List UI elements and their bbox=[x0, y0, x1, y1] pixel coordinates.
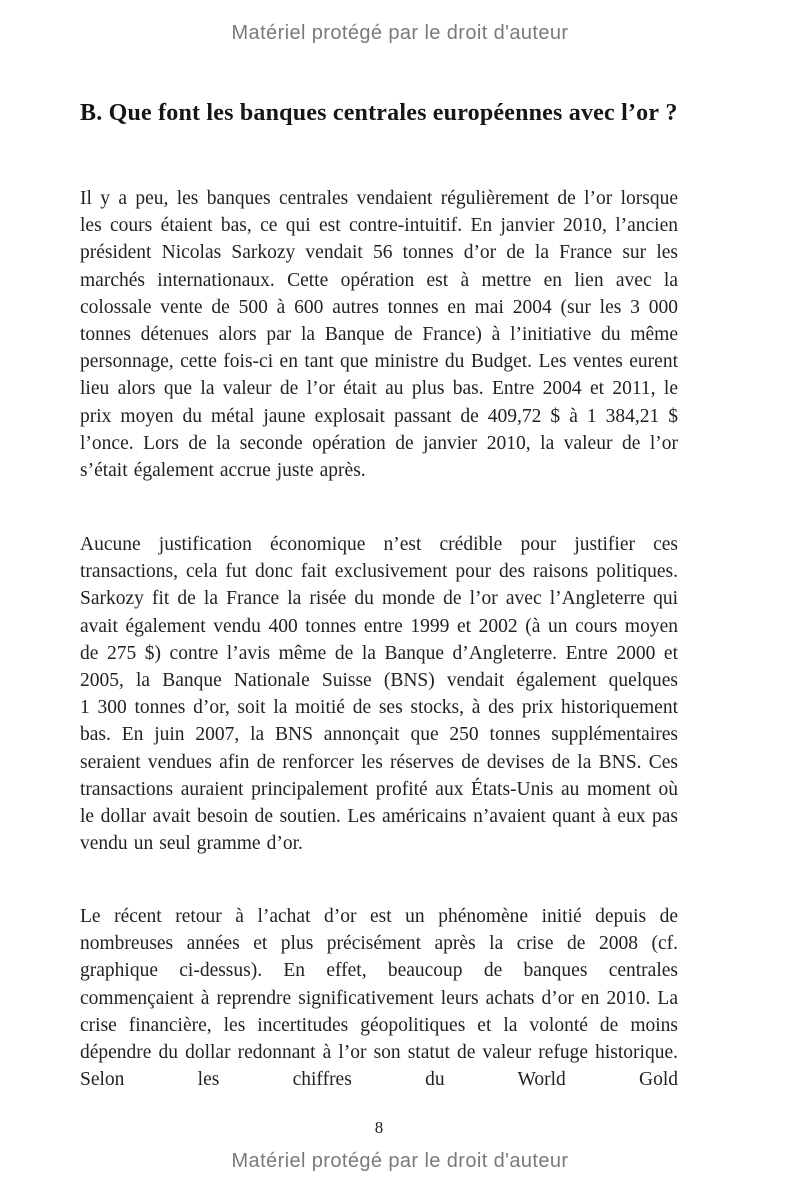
section-heading: B. Que font les banques centrales européennes avec l’or ? bbox=[80, 100, 678, 126]
body-paragraph-2: Aucune justification économique n’est crédible pour justifier ces transactions, cela fut donc fait exclusivement pour des raisons politiques. Sarkozy fit de la France la risée du monde de l’or avec l’Angleterre qui avait également vendu 400 tonnes entre 1999 et 2002 (à un cours moyen de 275 $) contre l’avis même de la Banque d’Angleterre. Entre 2000 et 2005, la Banque Nationale Suisse (BNS) vendait également quelques 1 300 tonnes d’or, soit la moitié de ses stocks, à des prix historiquement bas. En juin 2007, la BNS annonçait que 250 tonnes supplémentaires seraient vendues afin de renforcer les réserves de devises de la BNS. Ces transactions auraient principalement profité aux États-Unis au moment où le dollar avait besoin de soutien. Les américains n’avaient quant à eux pas vendu un seul gramme d’or. bbox=[80, 534, 678, 855]
copyright-notice-top: Matériel protégé par le droit d'auteur bbox=[231, 22, 569, 44]
copyright-notice-bottom: Matériel protégé par le droit d'auteur bbox=[231, 1150, 569, 1172]
body-paragraph-3: Le récent retour à l’achat d’or est un phénomène initié depuis de nombreuses années et plus précisément après la crise de 2008 (cf. graphique ci-dessus). En effet, beaucoup de banques centrales commençaient à reprendre significativement leurs achats d’or en 2010. La crise financière, les incertitudes géopolitiques et la volonté de moins dépendre du dollar redonnant à l’or son statut de valeur refuge historique. Selon les chiffres du World Gold bbox=[80, 906, 678, 1091]
body-paragraph-1: Il y a peu, les banques centrales vendaient régulièrement de l’or lorsque les cours étaient bas, ce qui est contre-intuitif. En janvier 2010, l’ancien président Nicolas Sarkozy vendait 56 tonnes d’or de la France sur les marchés internationaux. Cette opération est à mettre en lien avec la colossale vente de 500 à 600 autres tonnes en mai 2004 (sur les 3 000 tonnes détenues alors par la Banque de France) à l’initiative du même personnage, cette fois-ci en tant que ministre du Budget. Les ventes eurent lieu alors que la valeur de l’or était au plus bas. Entre 2004 et 2011, le prix moyen du métal jaune explosait passant de 409,72 $ à 1 384,21 $ l’once. Lors de la seconde opération de janvier 2010, la valeur de l’or s’était également accrue juste après. bbox=[80, 188, 678, 482]
page-number: 8 bbox=[374, 1118, 384, 1137]
